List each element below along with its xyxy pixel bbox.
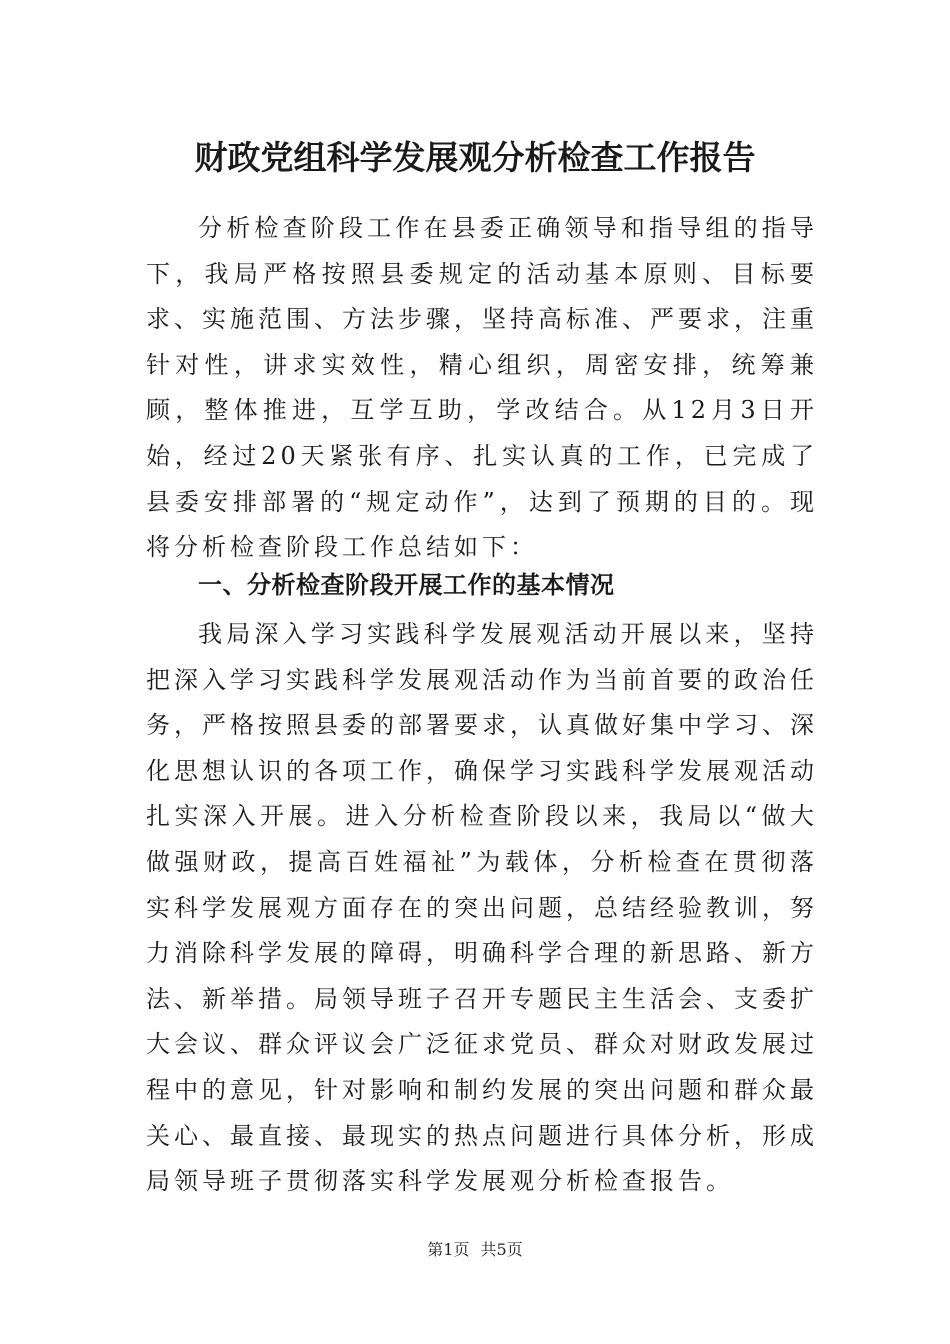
paragraph-intro: 分析检查阶段工作在县委正确领导和指导组的指导下，我局严格按照县委规定的活动基本原则、目标要求、实施范围、方法步骤，坚持高标准、严要求，注重针对性，讲求实效性，精心组织，周密安排，统筹兼顾，整体推进，互学互助，学改结合。从12月3日开始，经过20天紧张有序、扎实认真的工作，已完成了县委安排部署的“规定动作”，达到了预期的目的。现将分析检查阶段工作总结如下： <box>146 214 818 562</box>
paragraph-section-1: 我局深入学习实践科学发展观活动开展以来，坚持把深入学习实践科学发展观活动作为当前首要的政治任务，严格按照县委的部署要求，认真做好集中学习、深化思想认识的各项工作，确保学习实践科学发展观活动扎实深入开展。进入分析检查阶段以来，我局以“做大做强财政，提高百姓福祉”为载体，分析检查在贯彻落实科学发展观方面存在的突出问题，总结经验教训，努力消除科学发展的障碍，明确科学合理的新思路、新方法、新举措。局领导班子召开专题民主生活会、支委扩大会议、群众评议会广泛征求党员、群众对财政发展过程中的意见，针对影响和制约发展的突出问题和群众最关心、最直接、最现实的热点问题进行具体分析，形成局领导班子贯彻落实科学发展观分析检查报告。 <box>146 620 818 1196</box>
section-1-body <box>146 612 818 1205</box>
intro-section <box>146 206 818 571</box>
document-title: 财政党组科学发展观分析检查工作报告 <box>194 138 756 177</box>
section-heading-1: 一、分析检查阶段开展工作的基本情况 <box>198 571 615 599</box>
page-total: 共5页 <box>480 1240 523 1259</box>
page-footer <box>0 1238 950 1262</box>
page-number: 第1页 <box>427 1240 470 1259</box>
